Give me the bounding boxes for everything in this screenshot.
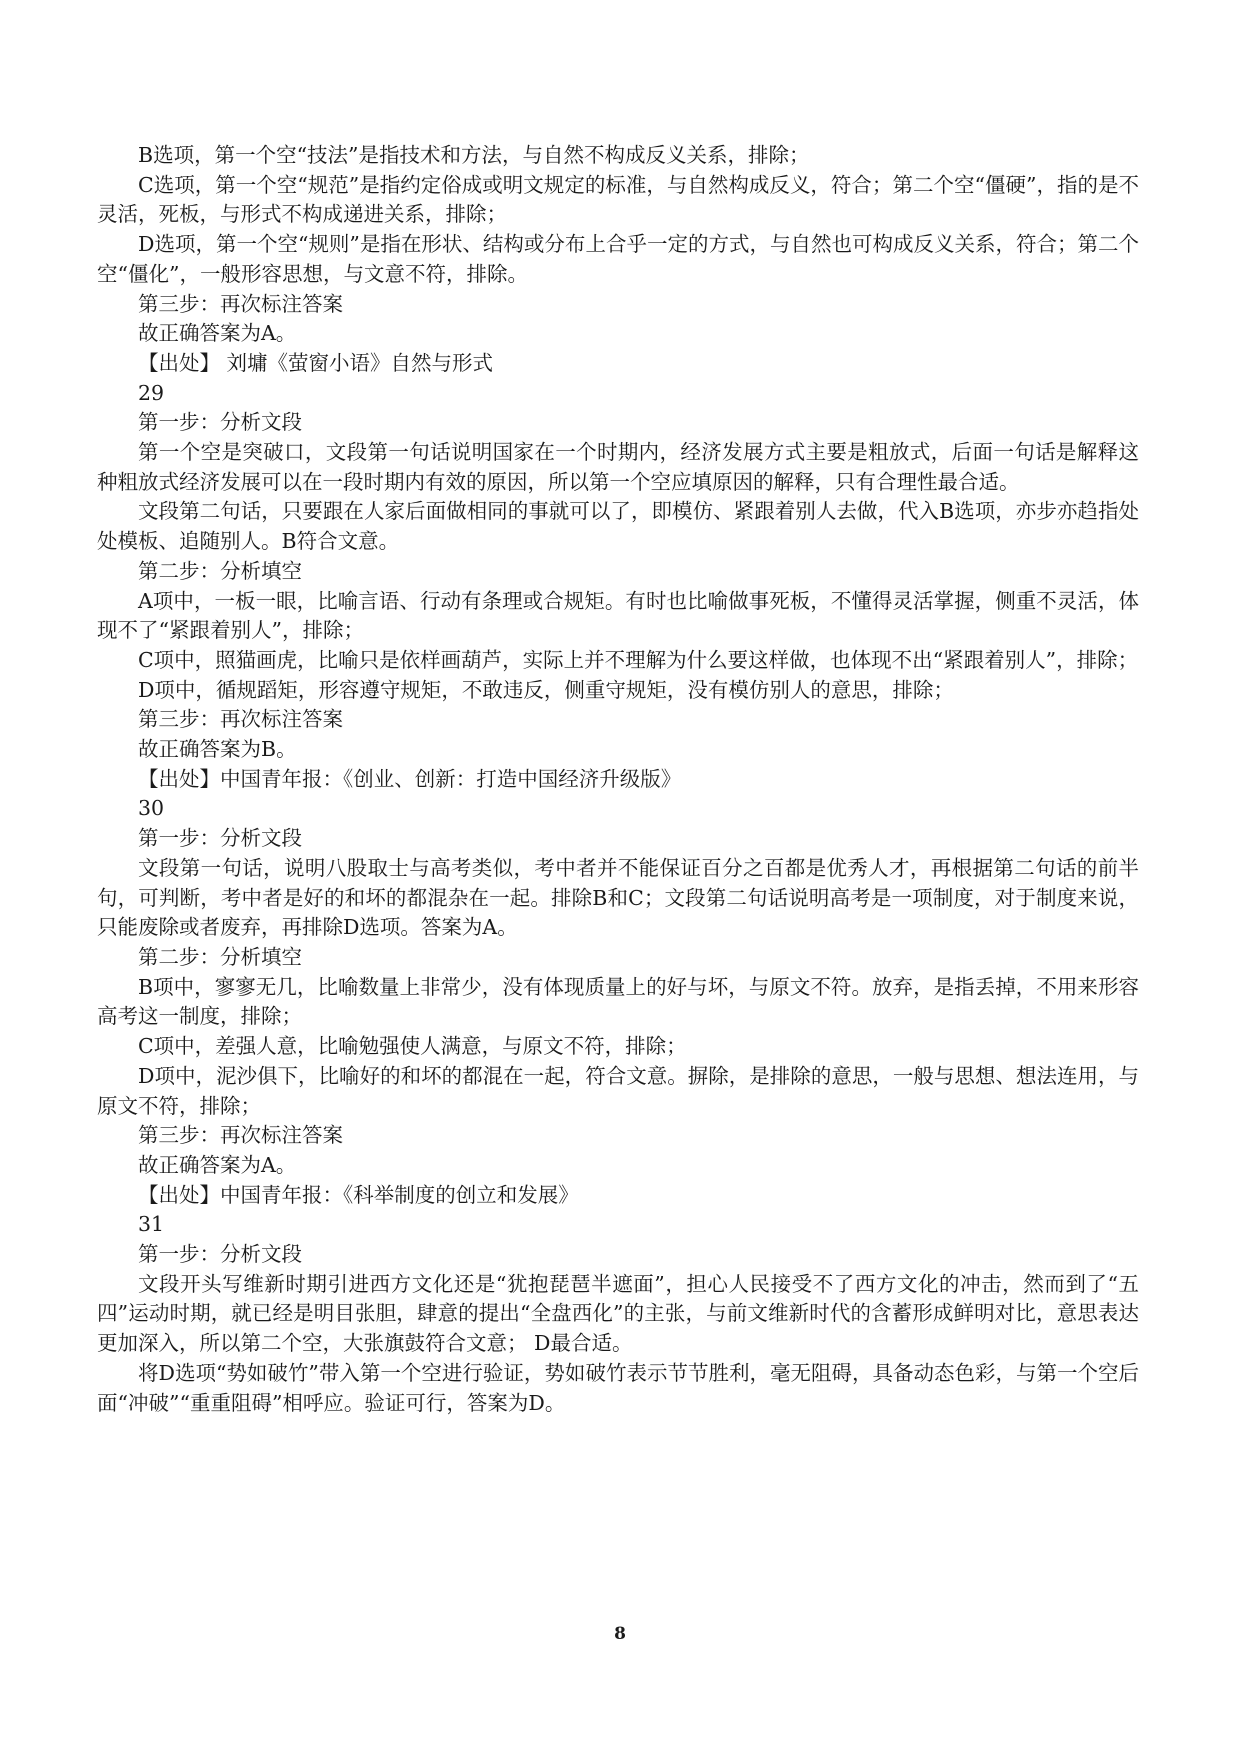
paragraph-analysis: 文段第二句话，只要跟在人家后面做相同的事就可以了，即模仿、紧跟着别人去做，代入B选项，亦步亦趋指处处模板、追随别人。B符合文意。: [97, 499, 1139, 554]
paragraph-analysis: 文段第一句话，说明八股取士与高考类似，考中者并不能保证百分之百都是优秀人才，再根据第二句话的前半句，可判断，考中者是好的和坏的都混杂在一起。排除B和C；文段第二句话说明高考是一项制度，对于制度来说，只能废除或者废弃，再排除D选项。答案为A。: [97, 855, 1139, 940]
paragraph-analysis: 文段开头写维新时期引进西方文化还是“犹抱琵琶半遮面”，担心人民接受不了西方文化的冲击，然而到了“五四”运动时期，就已经是明目张胆，肆意的提出“全盘西化”的主张，与前文维新时代的含蓄形成鲜明对比，意思表达更加深入，所以第二个空，大张旗鼓符合文意； D最合适。: [97, 1271, 1139, 1356]
paragraph-analysis: 第一个空是突破口，文段第一句话说明国家在一个时期内，经济发展方式主要是粗放式，后面一句话是解释这种粗放式经济发展可以在一段时期内有效的原因，所以第一个空应填原因的解释，只有合理性最合适。: [97, 440, 1139, 494]
page-number: 8: [614, 1624, 626, 1644]
answer-statement: 故正确答案为A。: [138, 1152, 297, 1177]
paragraph-option-b-analysis: B选项，第一个空“技法”是指技术和方法，与自然不构成反义关系，排除；: [138, 143, 810, 167]
step-two-heading: 第二步：分析填空: [138, 558, 302, 583]
document-body: [97, 141, 1139, 1418]
paragraph-option-a: A项中，一板一眼，比喻言语、行动有条理或合规矩。有时也比喻做事死板，不懂得灵活掌握，侧重不灵活，体现不了“紧跟着别人”，排除；: [97, 588, 1139, 643]
paragraph-option-d: D项中，泥沙俱下，比喻好的和坏的都混在一起，符合文意。摒除，是排除的意思，一般与思想、想法连用，与原文不符，排除；: [97, 1063, 1139, 1118]
answer-statement: 故正确答案为B。: [138, 737, 297, 762]
step-two-heading: 第二步：分析填空: [138, 944, 302, 969]
paragraph-option-d-analysis: D选项，第一个空“规则”是指在形状、结构或分布上合乎一定的方式，与自然也可构成反义关系，符合；第二个空“僵化”，一般形容思想，与文意不符，排除。: [97, 232, 1139, 286]
question-number: 30: [138, 796, 165, 821]
answer-statement: 故正确答案为A。: [138, 321, 297, 346]
step-three-heading: 第三步：再次标注答案: [138, 1123, 343, 1148]
question-number: 29: [138, 380, 165, 405]
paragraph-option-d: D项中，循规蹈矩，形容遵守规矩，不敢违反，侧重守规矩，没有模仿别人的意思，排除；: [138, 677, 954, 702]
paragraph-option-c: C项中，照猫画虎，比喻只是依样画葫芦，实际上并不理解为什么要这样做，也体现不出“紧跟着别人”，排除；: [138, 647, 1139, 672]
paragraph-option-c-analysis: C选项，第一个空“规范”是指约定俗成或明文规定的标准，与自然构成反义，符合；第二个空“僵硬”，指的是不灵活，死板，与形式不构成递进关系，排除；: [97, 172, 1139, 227]
step-one-heading: 第一步：分析文段: [138, 826, 302, 851]
step-three-heading: 第三步：再次标注答案: [138, 707, 343, 732]
paragraph-option-b: B项中，寥寥无几，比喻数量上非常少，没有体现质量上的好与坏，与原文不符。放弃，是指丢掉，不用来形容高考这一制度，排除；: [97, 974, 1139, 1029]
question-number: 31: [138, 1212, 165, 1237]
source-citation: 【出处】中国青年报：《科举制度的创立和发展》: [138, 1182, 579, 1207]
paragraph-verification: 将D选项“势如破竹”带入第一个空进行验证，势如破竹表示节节胜利，毫无阻碍，具备动态色彩，与第一个空后面“冲破”“重重阻碍”相呼应。验证可行，答案为D。: [97, 1360, 1139, 1415]
source-citation: 【出处】中国青年报：《创业、创新：打造中国经济升级版》: [138, 766, 682, 791]
step-one-heading: 第一步：分析文段: [138, 1242, 302, 1267]
step-three-heading: 第三步：再次标注答案: [138, 291, 343, 316]
step-one-heading: 第一步：分析文段: [138, 410, 302, 435]
paragraph-option-c: C项中，差强人意，比喻勉强使人满意，与原文不符，排除；: [138, 1034, 687, 1059]
source-citation: 【出处】 刘墉《萤窗小语》自然与形式: [138, 350, 494, 375]
